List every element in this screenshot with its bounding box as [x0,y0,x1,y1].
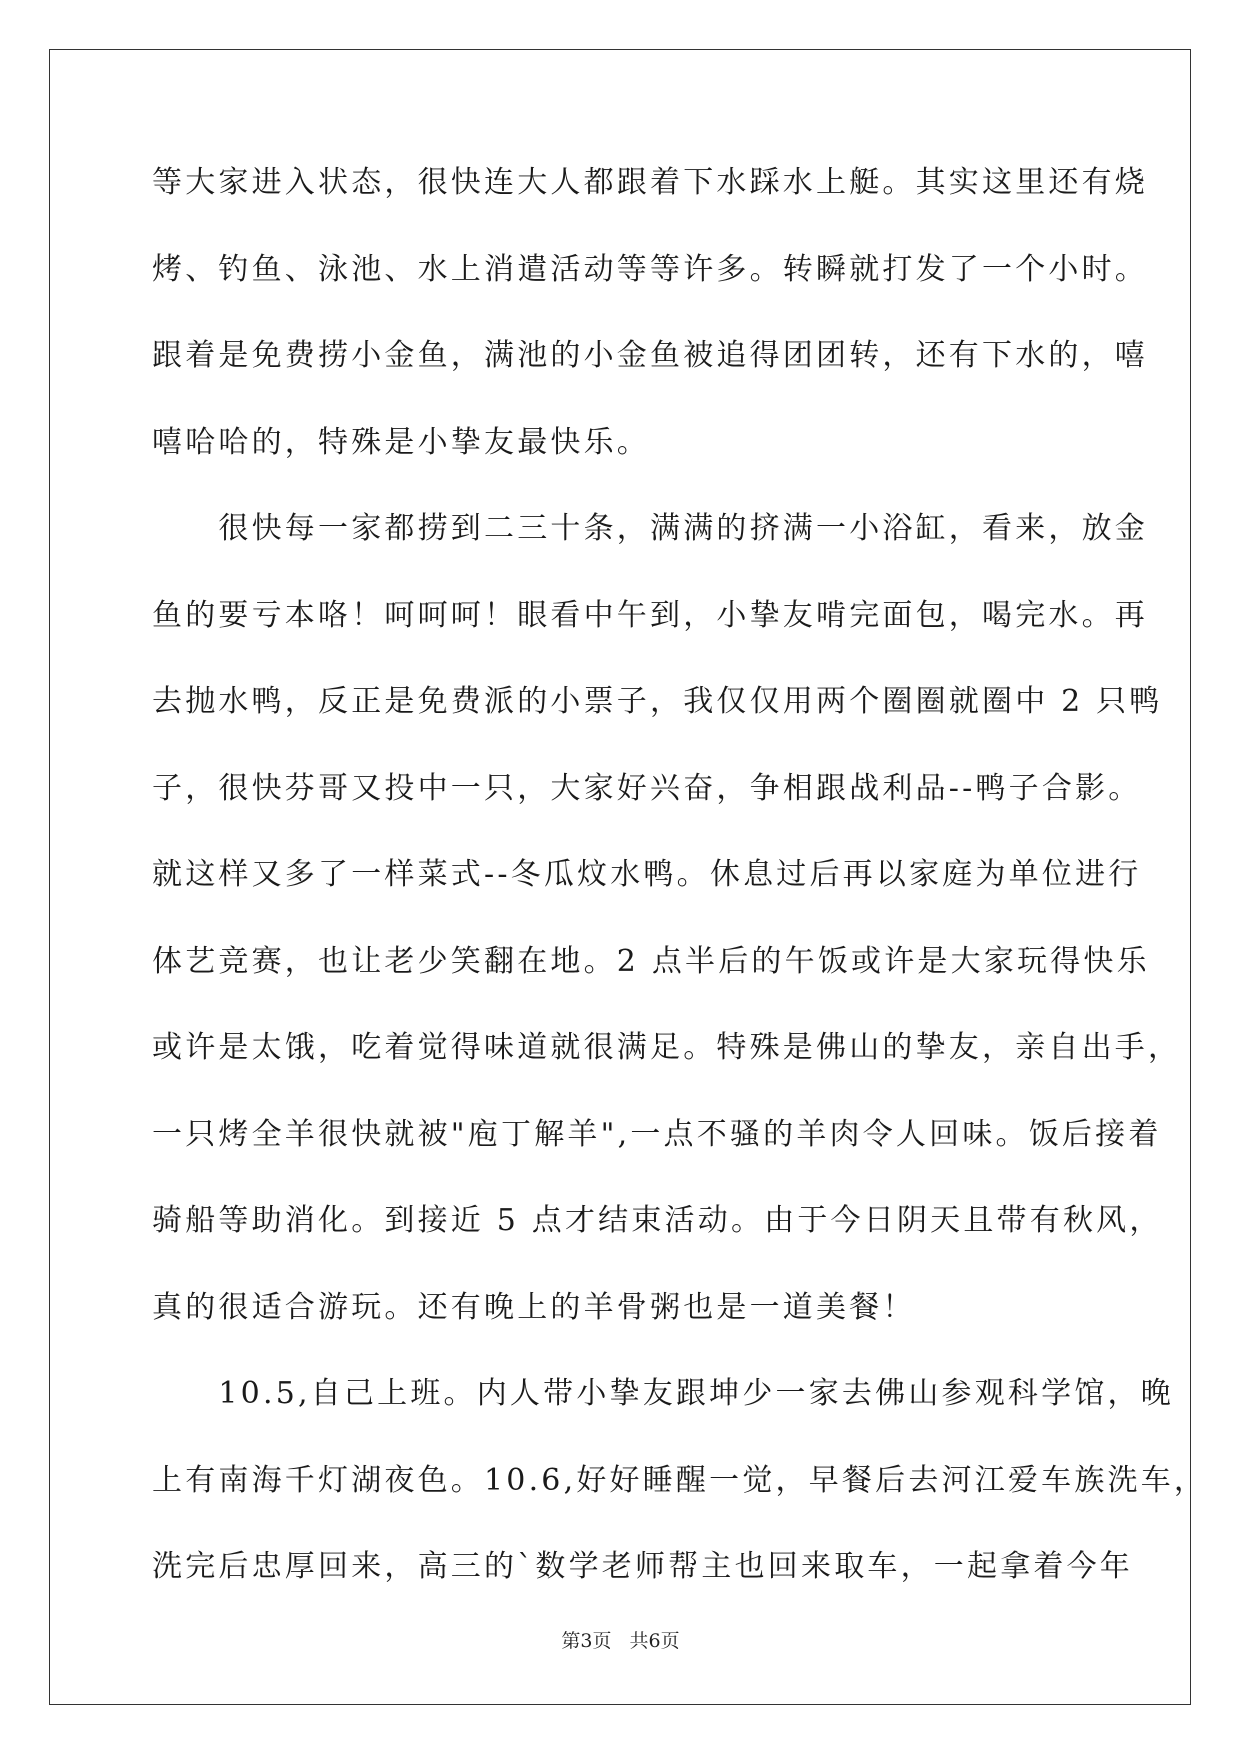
text-line: 或许是太饿，吃着觉得味道就很满足。特殊是佛山的挚友，亲自出手， [152,1030,1182,1065]
text-line: 真的很适合游玩。还有晚上的羊骨粥也是一道美餐！ [152,1289,916,1325]
text-line: 跟着是免费捞小金鱼，满池的小金鱼被追得团团转，还有下水的，嘻 [152,338,1148,373]
text-line: 很快每一家都捞到二三十条，满满的挤满一小浴缸，看来，放金 [152,511,1148,546]
page-footer [0,1626,1241,1653]
page-number: 第3页 [561,1630,612,1652]
text-line: 上有南海千灯湖夜色。10.6,好好睡醒一觉，早餐后去河江爱车族洗车， [152,1462,1208,1498]
document-body [152,163,1208,1634]
text-line: 一只烤全羊很快就被"庖丁解羊",一点不骚的羊肉令人回味。饭后接着 [152,1116,1162,1152]
text-line: 等大家进入状态，很快连大人都跟着下水踩水上艇。其实这里还有烧 [152,165,1148,200]
text-line: 嘻哈哈的，特殊是小挚友最快乐。 [152,424,650,460]
page-total: 共6页 [629,1630,680,1652]
text-line: 鱼的要亏本咯！呵呵呵！眼看中午到，小挚友啃完面包，喝完水。再 [152,597,1148,633]
text-line: 体艺竞赛，也让老少笑翻在地。2 点半后的午饭或许是大家玩得快乐 [152,943,1150,979]
text-line: 10.5,自己上班。内人带小挚友跟坤少一家去佛山参观科学馆，晚 [152,1376,1174,1411]
text-line: 骑船等助消化。到接近 5 点才结束活动。由于今日阴天且带有秋风， [152,1203,1163,1238]
text-line: 去抛水鸭，反正是免费派的小票子，我仅仅用两个圈圈就圈中 2 只鸭 [152,684,1163,719]
text-line: 子，很快芬哥又投中一只，大家好兴奋，争相跟战利品--鸭子合影。 [152,770,1142,806]
text-line: 烤、钓鱼、泳池、水上消遣活动等等许多。转瞬就打发了一个小时。 [152,251,1148,287]
text-line: 洗完后忠厚回来，高三的`数学老师帮主也回来取车，一起拿着今年 [152,1549,1133,1584]
text-line: 就这样又多了一样菜式--冬瓜炆水鸭。休息过后再以家庭为单位进行 [152,857,1142,892]
